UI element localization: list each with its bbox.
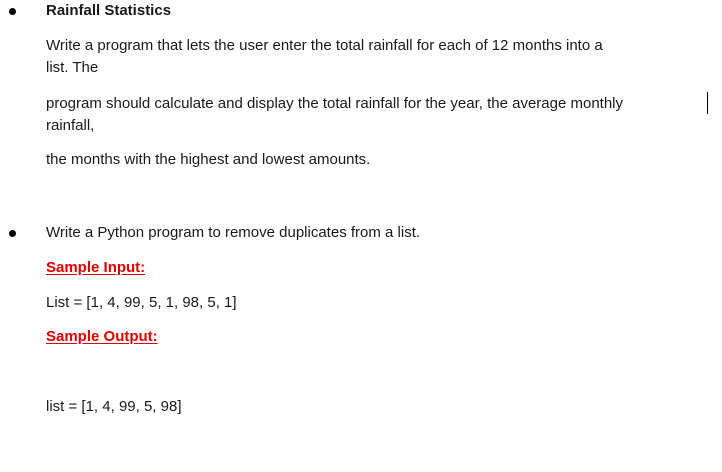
bullet-2-icon [9, 230, 16, 237]
sample-input-value: List = [1, 4, 99, 5, 1, 98, 5, 1] [46, 294, 237, 311]
section-1-title: Rainfall Statistics [46, 2, 172, 19]
section-1-line-4: rainfall, [46, 117, 95, 134]
section-1-line-2: list. The [46, 59, 99, 76]
sample-output-label: Sample Output: [46, 328, 158, 345]
sample-output-value: list = [1, 4, 99, 5, 98] [46, 398, 182, 415]
sample-input-label: Sample Input: [46, 259, 146, 276]
section-1-line-1: Write a program that lets the user enter the total rainfall for each of 12 months into a [46, 37, 603, 54]
section-2-title: Write a Python program to remove duplicates from a list. [46, 224, 421, 241]
text-cursor [707, 92, 708, 114]
section-1-line-5: the months with the highest and lowest amounts. [46, 151, 371, 168]
bullet-1-icon [9, 8, 16, 15]
section-1-line-3: program should calculate and display the total rainfall for the year, the average monthly [46, 95, 624, 112]
